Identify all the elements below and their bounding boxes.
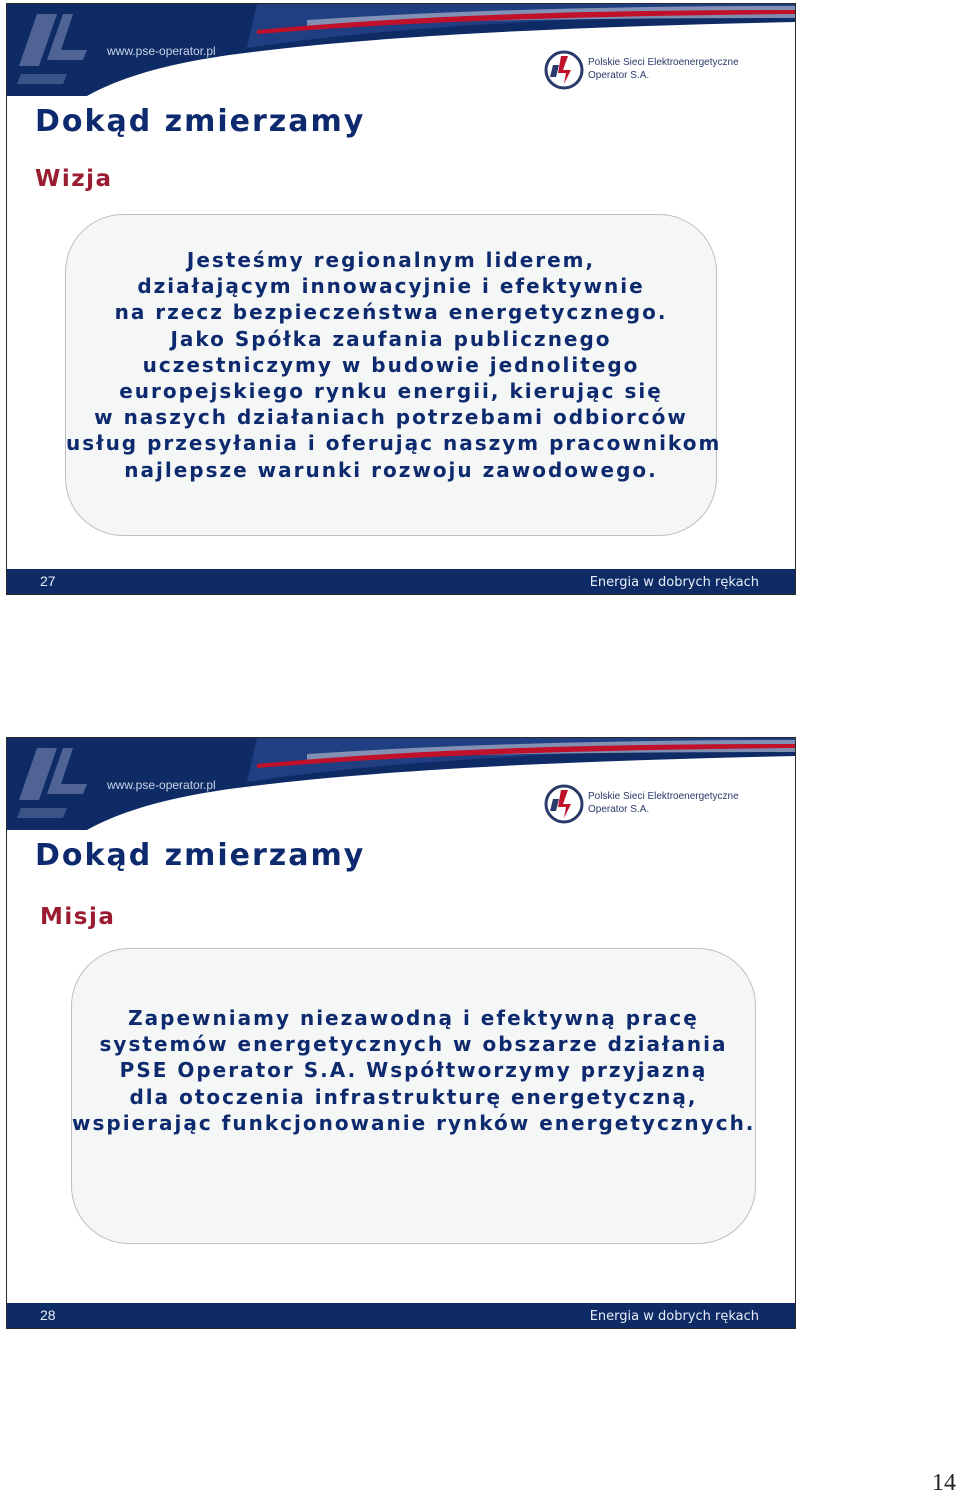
slide-page-number: 27: [40, 573, 56, 589]
company-brand: [544, 784, 789, 828]
slide-title: Dokąd zmierzamy: [35, 838, 366, 873]
slide-footer: [7, 569, 795, 594]
mission-statement-text: Zapewniamy niezawodną i efektywną pracę systemów energetycznych w obszarze działania PSE Operator S.A. Współtworzymy przyjazną dla otoczenia infrastrukturę energetyczną, wspierając funkcjonowanie rynków energetycznych.: [72, 1006, 756, 1135]
pse-logo-icon: [544, 784, 584, 824]
document-page-number: 14: [932, 1470, 956, 1496]
footer-tagline: Energia w dobrych rękach: [589, 1309, 759, 1324]
pse-logo-icon: [544, 50, 584, 90]
slide-footer: [7, 1303, 795, 1328]
company-name: Polskie Sieci Elektroenergetyczne Operator S.A.: [588, 57, 739, 81]
company-name: Polskie Sieci Elektroenergetyczne Operator S.A.: [588, 791, 739, 815]
company-brand: [544, 50, 789, 94]
site-url: www.pse-operator.pl: [107, 778, 216, 792]
slide-header-banner: [7, 738, 795, 830]
slide-subtitle-vision: Wizja: [35, 166, 113, 192]
vision-statement-box: [65, 214, 722, 536]
slide-page-number: 28: [40, 1307, 56, 1323]
slide-28: [6, 737, 796, 1329]
site-url: www.pse-operator.pl: [107, 44, 216, 58]
slide-title: Dokąd zmierzamy: [35, 104, 366, 139]
mission-statement-box: [71, 948, 756, 1244]
vision-statement-text: Jesteśmy regionalnym liderem, działającym innowacyjnie i efektywnie na rzecz bezpieczeństwa energetycznego. Jako Spółka zaufania publicznego uczestniczymy w budowie jednolitego europejskiego rynku energii, kierując się w naszych działaniach potrzebami odbiorców usług przesyłania i oferując naszym pracownikom najlepsze warunki rozwoju zawodowego.: [66, 248, 722, 482]
slide-27: [6, 3, 796, 595]
slide-subtitle-mission: Misja: [40, 904, 116, 930]
footer-tagline: Energia w dobrych rękach: [589, 575, 759, 590]
slide-header-banner: [7, 4, 795, 96]
